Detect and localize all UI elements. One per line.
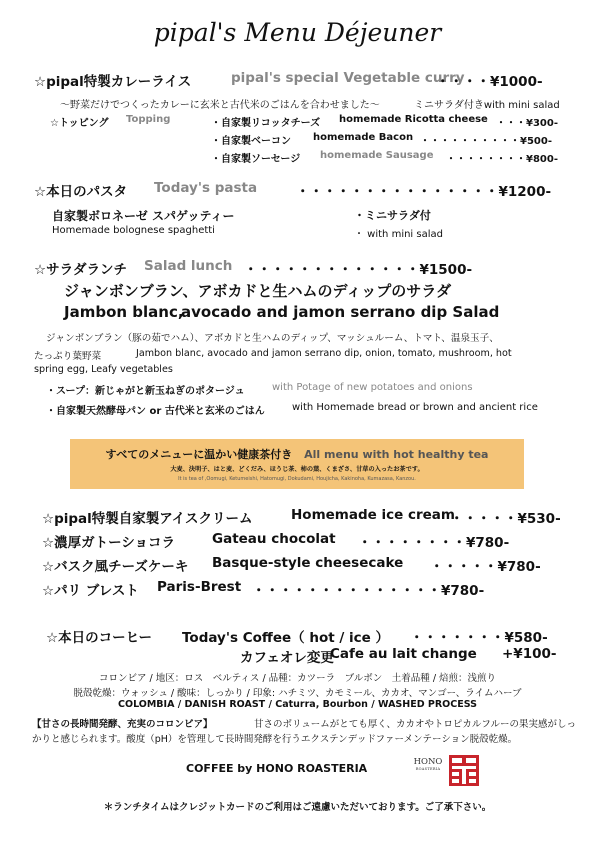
salad-bread-jp: ・自家製天然酵母パン or 古代米と玄米のごはん [46,406,265,417]
topping-heading-jp: ☆トッピング [50,118,109,129]
tea-banner-en: All menu with hot healthy tea [304,448,489,461]
pasta-salad-jp: ・ミニサラダ付 [354,209,431,222]
coffee-details-line1: コロンビア / 地区：ロス ベルティス / 品種：カツーラ ブルボン 土着品種 / 焙煎：浅煎り [98,673,497,684]
roaster-logo-name: HONO [413,757,443,767]
topping-item-jp: ・自家製ベーコン [211,136,291,147]
dessert-item-jp: ☆pipal特製自家製アイスクリーム [42,511,253,527]
coffee-long-desc-2: かりと感じられます。酸度（pH）を管理して長時間発酵を行うエクステンデッドファーメンテーション脱殻乾燥。 [32,734,518,745]
aulait-jp: カフェオレ変更 [240,650,334,666]
topping-heading-en: Topping [126,114,171,125]
pasta-heading-en: Today's pasta [154,180,258,196]
coffee-long-desc-1: 甘さのボリュームがとても厚く、カカオやトロピカルフルーの果実感がしっ [254,719,576,730]
dessert-item-en: Gateau chocolat [212,531,336,547]
salad-soup-jp: ・スープ：新じゃがと新玉ねぎのポタージュ [46,386,245,397]
coffee-heading-jp: ☆本日のコーヒー [46,630,153,646]
dessert-item-price: ・・・・・・・・¥780- [358,535,510,551]
salad-title-en-b: avocado and jamon serrano dip Salad [181,303,500,321]
dessert-item-price: ・・・・・¥530- [450,511,561,527]
roaster-logo-sub: ROASTERIA [415,767,441,771]
dessert-item-en: Paris-Brest [157,579,242,595]
topping-item-en: homemade Sausage [320,150,434,161]
salad-heading-en: Salad lunch [144,258,233,274]
coffee-details-line2: 脱殻乾燥：ウォッシュ / 酸味：しっかり / 印象: ハチミツ、カモミール、カカオ、マンゴー、ライムハーブ [73,688,522,699]
aulait-en: Cafe au lait change [330,646,477,662]
pasta-name-en: Homemade bolognese spaghetti [52,225,215,236]
salad-desc-line2-en: Jambon blanc, avocado and jamon serrano dip, onion, tomato, mushroom, hot [136,348,512,359]
page-title: pipal's Menu Déjeuner [153,18,442,47]
salad-soup-en: with Potage of new potatoes and onions [272,382,473,393]
dessert-item-price: ・・・・・¥780- [430,559,541,575]
dessert-item-en: Basque-style cheesecake [212,555,404,571]
topping-item-price: ・・・¥300- [496,118,558,129]
coffee-long-title: 【甘さの長時間発酵、充実のコロンビア】 [32,719,213,730]
footer-note: ＊ランチタイムはクレジットカードのご利用はご遠慮いただいております。ご了承下さい。 [103,802,492,813]
tea-banner-jp: すべてのメニューに温かい健康茶付き [105,448,293,461]
dessert-item-en: Homemade ice cream [291,507,455,523]
pasta-price: ・・・・・・・・・・・・・・・¥1200- [296,184,552,200]
tea-banner [70,439,524,489]
topping-item-en: homemade Ricotta cheese [339,114,488,125]
dessert-item-jp: ☆濃厚ガトーショコラ [42,535,176,551]
topping-item-en: homemade Bacon [313,132,414,143]
salad-price: ・・・・・・・・・・・・・¥1500- [244,262,473,278]
curry-description: 〜野菜だけでつくったカレーに玄米と古代米のごはんを合わせました〜 [60,100,380,111]
dessert-item-price: ・・・・・・・・・・・・・・¥780- [252,583,485,599]
salad-title-en-a: Jambon blanc, [64,303,184,321]
dessert-item-jp: ☆バスク風チーズケーキ [42,559,189,575]
coffee-heading-en: Today's Coffee（ hot / ice ） [182,630,390,646]
topping-item-price: ・・・・・・・・・・¥500- [420,136,552,147]
pasta-heading-jp: ☆本日のパスタ [34,184,128,200]
curry-heading-en: pipal's special Vegetable curry [231,70,465,86]
tea-ingredients-jp: 大麦、決明子、はと麦、どくだみ、ほうじ茶、柿の葉、くまざさ、甘草の入ったお茶です。 [170,466,424,473]
curry-salad-note: ミニサラダ付きwith mini salad [414,100,560,111]
pasta-salad-en: ・ with mini salad [354,229,443,240]
salad-desc-line2-jp: たっぷり葉野菜 [34,351,102,362]
tea-banner-title [70,446,524,462]
coffee-details-line3: COLOMBIA / DANISH ROAST / Caturra, Bourbon / WASHED PROCESS [118,699,477,710]
roaster-label: COFFEE by HONO ROASTERIA [186,762,368,775]
hono-logo-icon [449,755,479,786]
pasta-name-jp: 自家製ボロネーゼ スパゲッティー [52,209,235,223]
aulait-price: +¥100- [502,646,557,662]
salad-desc-line3: spring egg, Leafy vegetables [34,364,173,375]
curry-price: ・・・・¥1000- [436,74,543,90]
salad-bread-en: with Homemade bread or brown and ancient rice [292,402,538,413]
salad-desc-line1: ジャンボンブラン（豚の茹でハム）、アボカドと生ハムのディップ、マッシュルーム、トマト、温泉玉子、 [46,333,499,344]
salad-title-jp: ジャンボンブラン、アボカドと生ハムのディップのサラダ [64,282,452,300]
curry-heading-jp: ☆pipal特製カレーライス [34,74,192,90]
dessert-item-jp: ☆パリ ブレスト [42,583,139,599]
topping-item-jp: ・自家製ソーセージ [211,154,301,165]
tea-ingredients-en: It is tea of ,Oomugi, Ketumeishi, Hatomugi, Dokudami, Houjicha, Kakinoha, Kumazasa, Kanzou. [178,476,416,482]
topping-item-jp: ・自家製リコッタチーズ [211,118,321,129]
coffee-price: ・・・・・・・¥580- [410,630,548,646]
salad-heading-jp: ☆サラダランチ [34,262,127,278]
topping-item-price: ・・・・・・・・¥800- [446,154,558,165]
roaster-logo-text [410,757,446,771]
